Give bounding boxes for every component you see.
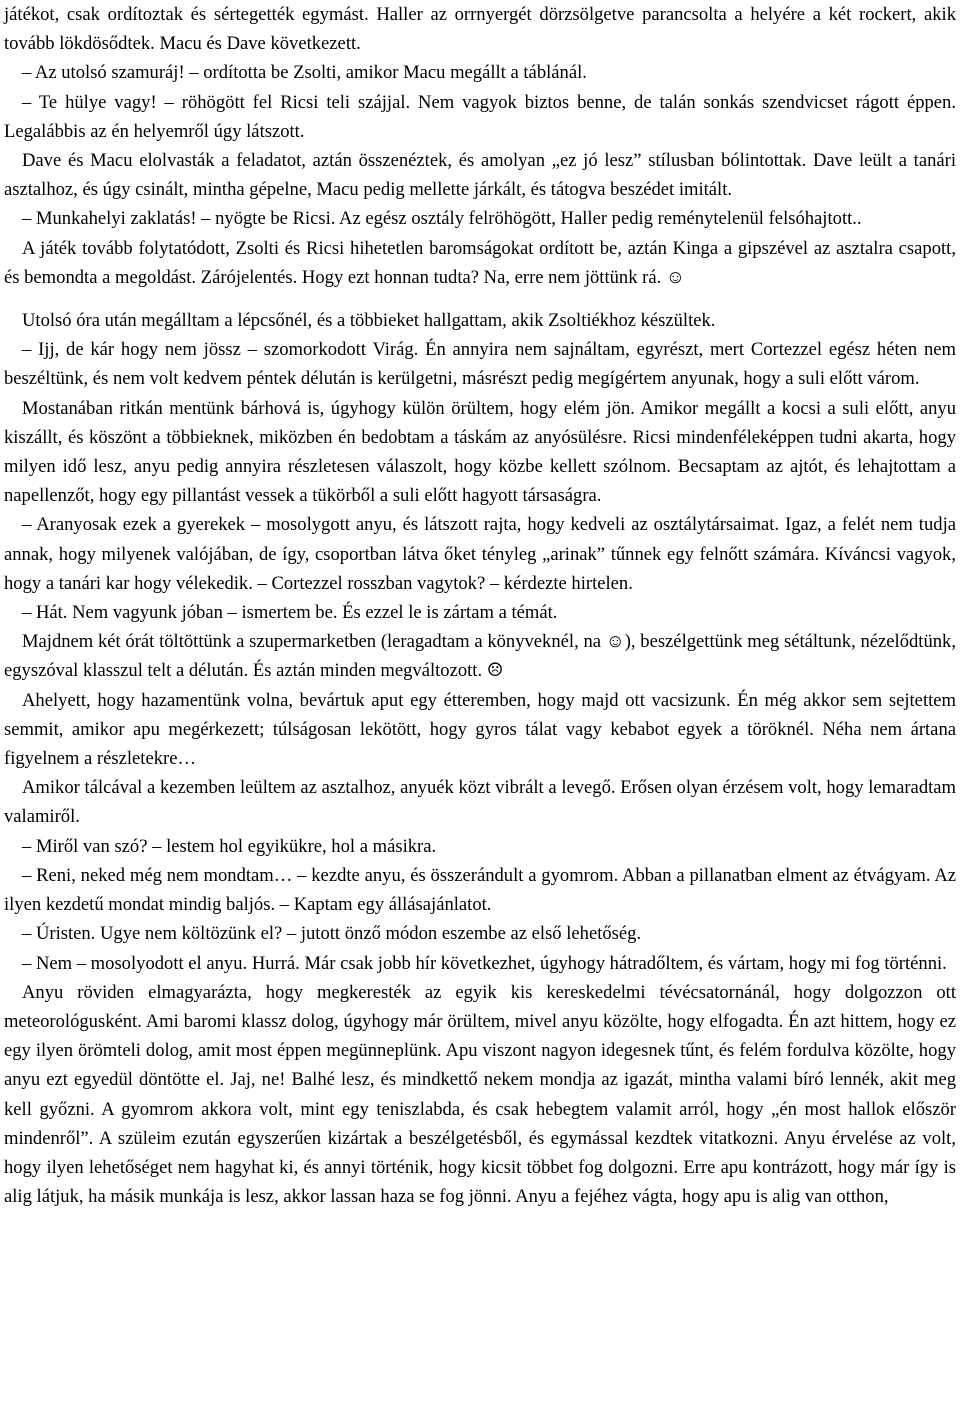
paragraph: – Hát. Nem vagyunk jóban – ismertem be. És ezzel le is zártam a témát. — [22, 602, 558, 624]
paragraph: – Reni, neked még nem mondtam… – kezdte anyu, és összerándult a gyomrom. Abban a pillanatban elment az étvágyam. Az ilyen kezdetű mondat mindig baljós. – Kaptam egy állásajánlatot. — [4, 864, 956, 916]
paragraph: – Miről van szó? – lestem hol egyikükre, hol a másikra. — [22, 835, 437, 857]
paragraph: A játék tovább folytatódott, Zsolti és Ricsi hihetetlen baromságokat ordított be, aztán Kinga a gipszével az asztalra csapott, és bemondta a megoldást. Zárójelentés. Hogy ezt honnan tudta? Na, erre nem jöttünk rá. ☺ — [4, 237, 956, 288]
paragraph: Majdnem két órát töltöttünk a szupermarketben (leragadtam a könyveknél, na ☺), beszélgettünk meg sétáltunk, nézelődtünk, egyszóval klasszul telt a délután. És aztán minden megváltozott. ☹ — [4, 631, 956, 682]
paragraph: Anyu röviden elmagyarázta, hogy megkeresték az egyik kis kereskedelmi tévécsatornánál, hogy dolgozzon ott meteorológusként. Ami baromi klassz dolog, úgyhogy már örültem, mivel anyu közölte, hogy elfogadta. Én azt hittem, hogy ez egy ilyen örömteli dolog, amit most éppen megünneplünk. Apu viszont nagyon idegesnek tűnt, és felém fordulva közölte, hogy anyu ezt egyedül döntötte el. Jaj, ne! Balhé lesz, és mindkettő nekem mondja az igazát, mintha valami bíró lennék, akit meg kell győzni. A gyomrom akkora volt, mint egy teniszlabda, és csak hebegtem valamit arról, hogy „én most hallok először mindenről”. A szüleim ezután egyszerűen kizártak a beszélgetésből, és egymással kezdtek vitatkozni. Anyu érvelése az volt, hogy ilyen lehetőséget nem hagyhat ki, és annyi történik, hogy kicsit többet fog dolgozni. Erre apu kontrázott, hogy már így is alig látjuk, ha másik munkája is lesz, akkor lassan haza se fog jönni. Anyu a fejéhez vágta, hogy apu is alig van otthon, — [4, 981, 956, 1208]
paragraph: – Nem – mosolyodott el anyu. Hurrá. Már csak jobb hír következhet, úgyhogy hátradőltem, és vártam, hogy mi fog történni. — [22, 952, 947, 974]
paragraph: – Te hülye vagy! – röhögött fel Ricsi teli szájjal. Nem vagyok biztos benne, de talán sonkás szendvicset rágott éppen. Legalábbis az én helyemről úgy látszott. — [4, 91, 956, 142]
paragraph: – Aranyosak ezek a gyerekek – mosolygott anyu, és látszott rajta, hogy kedveli az osztálytársaimat. Igaz, a felét nem tudja annak, hogy milyenek valójában, de így, csoportban látva őket tényleg „arinak” tűnnek egy felnőtt számára. Kíváncsi vagyok, hogy a tanári kar hogy vélekedik. – Cortezzel rosszban vagytok? – kérdezte hirtelen. — [4, 514, 956, 594]
paragraph: Mostanában ritkán mentünk bárhová is, úgyhogy külön örültem, hogy elém jön. Amikor megállt a kocsi a suli előtt, anyu kiszállt, és köszönt a többieknek, miközben én bedobtam a táskám az anyósülésre. Ricsi mindenféleképpen tudni akarta, hogy milyen idő lesz, anyu pedig annyira részletesen válaszolt, hogy közbe kellett szólnom. Becsaptam az ajtót, és lehajtottam a napellenzőt, hogy egy pillantást vessek a tükörből a suli előtt hagyott társaságra. — [4, 397, 956, 507]
paragraph: Ahelyett, hogy hazamentünk volna, bevártuk aput egy étteremben, hogy majd ott vacsizunk. Én még akkor sem sejtettem semmit, amikor apu megérkezett; túlságosan lekötött, hogy gyros tálat vagy kebabot egyek a töröknél. Néha nem ártana figyelnem a részletekre… — [4, 689, 956, 770]
paragraph: – Munkahelyi zaklatás! – nyögte be Ricsi. Az egész osztály felröhögött, Haller pedig reménytelenül felsóhajtott.. — [22, 208, 862, 230]
paragraph: – Az utolsó szamuráj! – ordította be Zsolti, amikor Macu megállt a táblánál. — [22, 62, 587, 84]
document-page — [4, 0, 956, 1211]
paragraph: Utolsó óra után megálltam a lépcsőnél, és a többieket hallgattam, akik Zsoltiékhoz készültek. — [22, 310, 716, 332]
paragraph: játékot, csak ordítoztak és sértegették egymást. Haller az orrnyergét dörzsölgetve parancsolta a helyére a két rockert, akik tovább lökdösődtek. Macu és Dave következett. — [4, 4, 956, 55]
paragraph: Amikor tálcával a kezemben leültem az asztalhoz, anyuék közt vibrált a levegő. Erősen olyan érzésem volt, hogy lemaradtam valamiről. — [4, 777, 956, 828]
paragraph: – Úristen. Ugye nem költözünk el? – jutott önző módon eszembe az első lehetőség. — [22, 923, 642, 945]
paragraph: – Ijj, de kár hogy nem jössz – szomorkodott Virág. Én annyira nem sajnáltam, egyrészt, mert Cortezzel egész héten nem beszéltünk, és nem volt kedvem péntek délután is kerülgetni, másrészt pedig megígértem anyunak, hogy a suli előtt várom. — [4, 339, 956, 390]
paragraph: Dave és Macu elolvasták a feladatot, aztán összenéztek, és amolyan „ez jó lesz” stílusban bólintottak. Dave leült a tanári asztalhoz, és úgy csinált, mintha gépelne, Macu pedig mellette járkált, és tátogva beszédet imitált. — [4, 150, 956, 201]
